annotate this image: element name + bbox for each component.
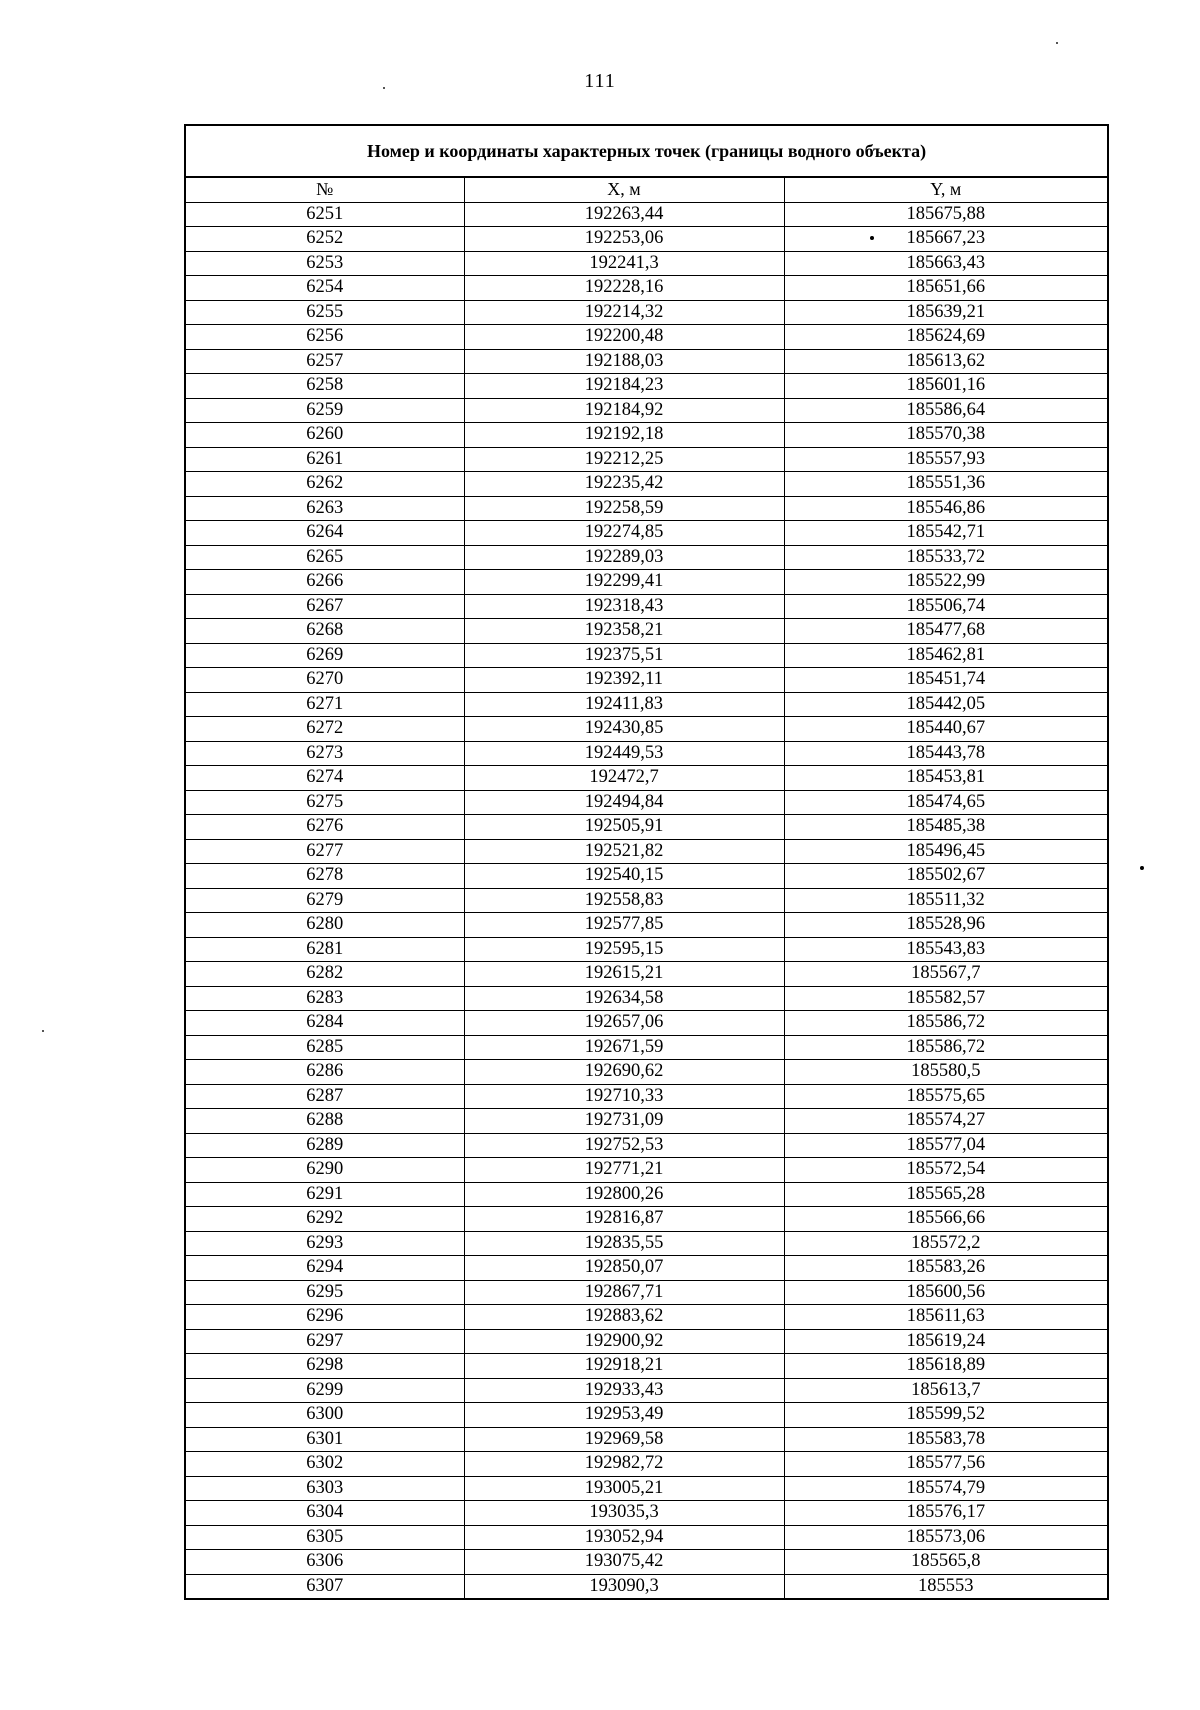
- cell-y-coordinate: 185462,81: [784, 643, 1107, 668]
- cell-y-coordinate: 185528,96: [784, 913, 1107, 938]
- table-row: [186, 1378, 1107, 1403]
- cell-y-coordinate: 185511,32: [784, 888, 1107, 913]
- cell-y-coordinate: 185442,05: [784, 692, 1107, 717]
- cell-y-coordinate: 185576,17: [784, 1501, 1107, 1526]
- cell-point-number: 6290: [186, 1158, 464, 1183]
- cell-point-number: 6272: [186, 717, 464, 742]
- cell-x-coordinate: 192521,82: [464, 839, 784, 864]
- coordinates-table: [186, 178, 1107, 1598]
- cell-point-number: 6260: [186, 423, 464, 448]
- cell-x-coordinate: 192241,3: [464, 251, 784, 276]
- table-row: [186, 1158, 1107, 1183]
- table-row: [186, 251, 1107, 276]
- table-row: [186, 1427, 1107, 1452]
- cell-y-coordinate: 185485,38: [784, 815, 1107, 840]
- cell-x-coordinate: 192299,41: [464, 570, 784, 595]
- table-row: [186, 472, 1107, 497]
- cell-x-coordinate: 192800,26: [464, 1182, 784, 1207]
- cell-point-number: 6289: [186, 1133, 464, 1158]
- cell-point-number: 6259: [186, 398, 464, 423]
- cell-point-number: 6296: [186, 1305, 464, 1330]
- cell-x-coordinate: 192392,11: [464, 668, 784, 693]
- cell-point-number: 6301: [186, 1427, 464, 1452]
- table-row: [186, 276, 1107, 301]
- table-row: [186, 692, 1107, 717]
- table-row: [186, 1084, 1107, 1109]
- cell-point-number: 6305: [186, 1525, 464, 1550]
- cell-point-number: 6288: [186, 1109, 464, 1134]
- table-row: [186, 619, 1107, 644]
- table-body: [186, 202, 1107, 1598]
- cell-point-number: 6253: [186, 251, 464, 276]
- cell-x-coordinate: 192505,91: [464, 815, 784, 840]
- cell-point-number: 6295: [186, 1280, 464, 1305]
- cell-x-coordinate: 192634,58: [464, 986, 784, 1011]
- cell-x-coordinate: 192192,18: [464, 423, 784, 448]
- scan-speck: [1140, 866, 1144, 870]
- cell-x-coordinate: 192494,84: [464, 790, 784, 815]
- table-title: Номер и координаты характерных точек (границы водного объекта): [186, 126, 1107, 178]
- cell-y-coordinate: 185583,26: [784, 1256, 1107, 1281]
- cell-x-coordinate: 192200,48: [464, 325, 784, 350]
- cell-x-coordinate: 192375,51: [464, 643, 784, 668]
- table-row: [186, 815, 1107, 840]
- cell-point-number: 6274: [186, 766, 464, 791]
- cell-x-coordinate: 192184,23: [464, 374, 784, 399]
- cell-x-coordinate: 192752,53: [464, 1133, 784, 1158]
- cell-x-coordinate: 192274,85: [464, 521, 784, 546]
- table-row: [186, 1550, 1107, 1575]
- cell-x-coordinate: 192953,49: [464, 1403, 784, 1428]
- table-row: [186, 545, 1107, 570]
- table-row: [186, 1280, 1107, 1305]
- cell-y-coordinate: 185546,86: [784, 496, 1107, 521]
- cell-point-number: 6279: [186, 888, 464, 913]
- table-row: [186, 717, 1107, 742]
- scan-speck: [1056, 42, 1058, 44]
- cell-point-number: 6300: [186, 1403, 464, 1428]
- cell-point-number: 6306: [186, 1550, 464, 1575]
- cell-y-coordinate: 185567,7: [784, 962, 1107, 987]
- cell-x-coordinate: 192771,21: [464, 1158, 784, 1183]
- cell-y-coordinate: 185477,68: [784, 619, 1107, 644]
- table-row: [186, 398, 1107, 423]
- table-row: [186, 1060, 1107, 1085]
- cell-y-coordinate: 185502,67: [784, 864, 1107, 889]
- table-row: [186, 1109, 1107, 1134]
- cell-x-coordinate: 192835,55: [464, 1231, 784, 1256]
- cell-x-coordinate: 192263,44: [464, 202, 784, 227]
- table-row: [186, 1354, 1107, 1379]
- scan-dot: [870, 236, 874, 240]
- cell-y-coordinate: 185611,63: [784, 1305, 1107, 1330]
- cell-y-coordinate: 185453,81: [784, 766, 1107, 791]
- table-row: [186, 349, 1107, 374]
- cell-y-coordinate: 185577,56: [784, 1452, 1107, 1477]
- cell-point-number: 6261: [186, 447, 464, 472]
- cell-y-coordinate: 185600,56: [784, 1280, 1107, 1305]
- cell-point-number: 6302: [186, 1452, 464, 1477]
- cell-y-coordinate: 185575,65: [784, 1084, 1107, 1109]
- cell-y-coordinate: 185443,78: [784, 741, 1107, 766]
- table-row: [186, 1256, 1107, 1281]
- cell-x-coordinate: 192657,06: [464, 1011, 784, 1036]
- cell-x-coordinate: 192710,33: [464, 1084, 784, 1109]
- cell-y-coordinate: 185533,72: [784, 545, 1107, 570]
- cell-x-coordinate: 192449,53: [464, 741, 784, 766]
- cell-x-coordinate: 192214,32: [464, 300, 784, 325]
- column-header-number: №: [186, 178, 464, 202]
- table-row: [186, 423, 1107, 448]
- cell-y-coordinate: 185451,74: [784, 668, 1107, 693]
- cell-x-coordinate: 192212,25: [464, 447, 784, 472]
- cell-x-coordinate: 192289,03: [464, 545, 784, 570]
- table-row: [186, 1452, 1107, 1477]
- cell-point-number: 6255: [186, 300, 464, 325]
- cell-y-coordinate: 185618,89: [784, 1354, 1107, 1379]
- cell-y-coordinate: 185663,43: [784, 251, 1107, 276]
- cell-point-number: 6280: [186, 913, 464, 938]
- cell-point-number: 6265: [186, 545, 464, 570]
- cell-y-coordinate: 185667,23: [784, 227, 1107, 252]
- cell-point-number: 6257: [186, 349, 464, 374]
- cell-x-coordinate: 192540,15: [464, 864, 784, 889]
- cell-y-coordinate: 185651,66: [784, 276, 1107, 301]
- table-row: [186, 496, 1107, 521]
- table-row: [186, 937, 1107, 962]
- table-row: [186, 864, 1107, 889]
- cell-point-number: 6294: [186, 1256, 464, 1281]
- cell-y-coordinate: 185553: [784, 1574, 1107, 1598]
- table-row: [186, 1231, 1107, 1256]
- cell-y-coordinate: 185586,72: [784, 1035, 1107, 1060]
- cell-point-number: 6286: [186, 1060, 464, 1085]
- cell-x-coordinate: 192918,21: [464, 1354, 784, 1379]
- table-row: [186, 1305, 1107, 1330]
- cell-y-coordinate: 185613,62: [784, 349, 1107, 374]
- cell-point-number: 6284: [186, 1011, 464, 1036]
- cell-x-coordinate: 192883,62: [464, 1305, 784, 1330]
- table-row: [186, 790, 1107, 815]
- cell-y-coordinate: 185583,78: [784, 1427, 1107, 1452]
- cell-point-number: 6307: [186, 1574, 464, 1598]
- cell-point-number: 6297: [186, 1329, 464, 1354]
- cell-y-coordinate: 185619,24: [784, 1329, 1107, 1354]
- cell-y-coordinate: 185572,2: [784, 1231, 1107, 1256]
- cell-x-coordinate: 192318,43: [464, 594, 784, 619]
- cell-x-coordinate: 192430,85: [464, 717, 784, 742]
- cell-point-number: 6251: [186, 202, 464, 227]
- cell-point-number: 6304: [186, 1501, 464, 1526]
- table-row: [186, 1403, 1107, 1428]
- table-row: [186, 986, 1107, 1011]
- table-row: [186, 962, 1107, 987]
- cell-point-number: 6293: [186, 1231, 464, 1256]
- table-row: [186, 766, 1107, 791]
- cell-y-coordinate: 185551,36: [784, 472, 1107, 497]
- table-row: [186, 374, 1107, 399]
- cell-point-number: 6283: [186, 986, 464, 1011]
- cell-point-number: 6292: [186, 1207, 464, 1232]
- table-row: [186, 643, 1107, 668]
- cell-x-coordinate: 192472,7: [464, 766, 784, 791]
- table-header-row: [186, 178, 1107, 202]
- cell-y-coordinate: 185574,79: [784, 1476, 1107, 1501]
- table-row: [186, 227, 1107, 252]
- cell-y-coordinate: 185474,65: [784, 790, 1107, 815]
- cell-point-number: 6271: [186, 692, 464, 717]
- table-row: [186, 1035, 1107, 1060]
- cell-x-coordinate: 192731,09: [464, 1109, 784, 1134]
- cell-y-coordinate: 185599,52: [784, 1403, 1107, 1428]
- cell-point-number: 6268: [186, 619, 464, 644]
- cell-y-coordinate: 185624,69: [784, 325, 1107, 350]
- table-row: [186, 447, 1107, 472]
- cell-y-coordinate: 185542,71: [784, 521, 1107, 546]
- cell-point-number: 6269: [186, 643, 464, 668]
- table-row: [186, 741, 1107, 766]
- cell-x-coordinate: 192969,58: [464, 1427, 784, 1452]
- scan-speck: [383, 87, 385, 89]
- cell-x-coordinate: 192228,16: [464, 276, 784, 301]
- cell-point-number: 6273: [186, 741, 464, 766]
- cell-x-coordinate: 192595,15: [464, 937, 784, 962]
- cell-x-coordinate: 192558,83: [464, 888, 784, 913]
- cell-x-coordinate: 192235,42: [464, 472, 784, 497]
- table-row: [186, 1476, 1107, 1501]
- cell-y-coordinate: 185586,72: [784, 1011, 1107, 1036]
- table-row: [186, 300, 1107, 325]
- table-row: [186, 1329, 1107, 1354]
- cell-point-number: 6277: [186, 839, 464, 864]
- cell-y-coordinate: 185570,38: [784, 423, 1107, 448]
- cell-x-coordinate: 192850,07: [464, 1256, 784, 1281]
- table-row: [186, 1207, 1107, 1232]
- cell-y-coordinate: 185582,57: [784, 986, 1107, 1011]
- cell-x-coordinate: 193005,21: [464, 1476, 784, 1501]
- table-row: [186, 521, 1107, 546]
- cell-point-number: 6299: [186, 1378, 464, 1403]
- cell-y-coordinate: 185565,8: [784, 1550, 1107, 1575]
- cell-x-coordinate: 192690,62: [464, 1060, 784, 1085]
- cell-y-coordinate: 185506,74: [784, 594, 1107, 619]
- table-row: [186, 1574, 1107, 1598]
- cell-y-coordinate: 185572,54: [784, 1158, 1107, 1183]
- cell-x-coordinate: 192615,21: [464, 962, 784, 987]
- cell-y-coordinate: 185675,88: [784, 202, 1107, 227]
- cell-y-coordinate: 185543,83: [784, 937, 1107, 962]
- cell-x-coordinate: 192982,72: [464, 1452, 784, 1477]
- cell-x-coordinate: 192933,43: [464, 1378, 784, 1403]
- cell-point-number: 6281: [186, 937, 464, 962]
- cell-x-coordinate: 192671,59: [464, 1035, 784, 1060]
- table-row: [186, 1501, 1107, 1526]
- cell-x-coordinate: 192258,59: [464, 496, 784, 521]
- table-row: [186, 888, 1107, 913]
- cell-point-number: 6252: [186, 227, 464, 252]
- cell-point-number: 6270: [186, 668, 464, 693]
- cell-x-coordinate: 193052,94: [464, 1525, 784, 1550]
- table-row: [186, 594, 1107, 619]
- cell-y-coordinate: 185613,7: [784, 1378, 1107, 1403]
- cell-x-coordinate: 193090,3: [464, 1574, 784, 1598]
- cell-y-coordinate: 185601,16: [784, 374, 1107, 399]
- cell-y-coordinate: 185639,21: [784, 300, 1107, 325]
- cell-x-coordinate: 192577,85: [464, 913, 784, 938]
- cell-y-coordinate: 185573,06: [784, 1525, 1107, 1550]
- cell-x-coordinate: 192411,83: [464, 692, 784, 717]
- cell-point-number: 6298: [186, 1354, 464, 1379]
- table-row: [186, 1133, 1107, 1158]
- column-header-y: Y, м: [784, 178, 1107, 202]
- table-row: [186, 202, 1107, 227]
- table-row: [186, 1182, 1107, 1207]
- table-row: [186, 1011, 1107, 1036]
- cell-y-coordinate: 185574,27: [784, 1109, 1107, 1134]
- cell-y-coordinate: 185522,99: [784, 570, 1107, 595]
- cell-x-coordinate: 192253,06: [464, 227, 784, 252]
- cell-point-number: 6254: [186, 276, 464, 301]
- cell-y-coordinate: 185557,93: [784, 447, 1107, 472]
- table-row: [186, 668, 1107, 693]
- cell-point-number: 6287: [186, 1084, 464, 1109]
- cell-x-coordinate: 192188,03: [464, 349, 784, 374]
- cell-point-number: 6267: [186, 594, 464, 619]
- cell-point-number: 6303: [186, 1476, 464, 1501]
- cell-y-coordinate: 185566,66: [784, 1207, 1107, 1232]
- page-number: 111: [584, 70, 616, 92]
- table-row: [186, 839, 1107, 864]
- table-row: [186, 570, 1107, 595]
- cell-x-coordinate: 192358,21: [464, 619, 784, 644]
- cell-point-number: 6291: [186, 1182, 464, 1207]
- cell-point-number: 6262: [186, 472, 464, 497]
- scan-speck: [42, 1030, 44, 1032]
- cell-y-coordinate: 185577,04: [784, 1133, 1107, 1158]
- cell-y-coordinate: 185496,45: [784, 839, 1107, 864]
- cell-y-coordinate: 185565,28: [784, 1182, 1107, 1207]
- cell-x-coordinate: 192184,92: [464, 398, 784, 423]
- cell-y-coordinate: 185440,67: [784, 717, 1107, 742]
- table-row: [186, 1525, 1107, 1550]
- cell-x-coordinate: 192816,87: [464, 1207, 784, 1232]
- cell-x-coordinate: 193075,42: [464, 1550, 784, 1575]
- table-row: [186, 325, 1107, 350]
- cell-point-number: 6256: [186, 325, 464, 350]
- cell-point-number: 6258: [186, 374, 464, 399]
- cell-y-coordinate: 185580,5: [784, 1060, 1107, 1085]
- cell-point-number: 6278: [186, 864, 464, 889]
- cell-x-coordinate: 192867,71: [464, 1280, 784, 1305]
- column-header-x: X, м: [464, 178, 784, 202]
- cell-x-coordinate: 192900,92: [464, 1329, 784, 1354]
- coordinates-table-frame: [184, 124, 1109, 1600]
- cell-point-number: 6264: [186, 521, 464, 546]
- cell-point-number: 6282: [186, 962, 464, 987]
- cell-point-number: 6275: [186, 790, 464, 815]
- cell-y-coordinate: 185586,64: [784, 398, 1107, 423]
- cell-point-number: 6266: [186, 570, 464, 595]
- cell-point-number: 6285: [186, 1035, 464, 1060]
- table-row: [186, 913, 1107, 938]
- cell-point-number: 6263: [186, 496, 464, 521]
- cell-point-number: 6276: [186, 815, 464, 840]
- cell-x-coordinate: 193035,3: [464, 1501, 784, 1526]
